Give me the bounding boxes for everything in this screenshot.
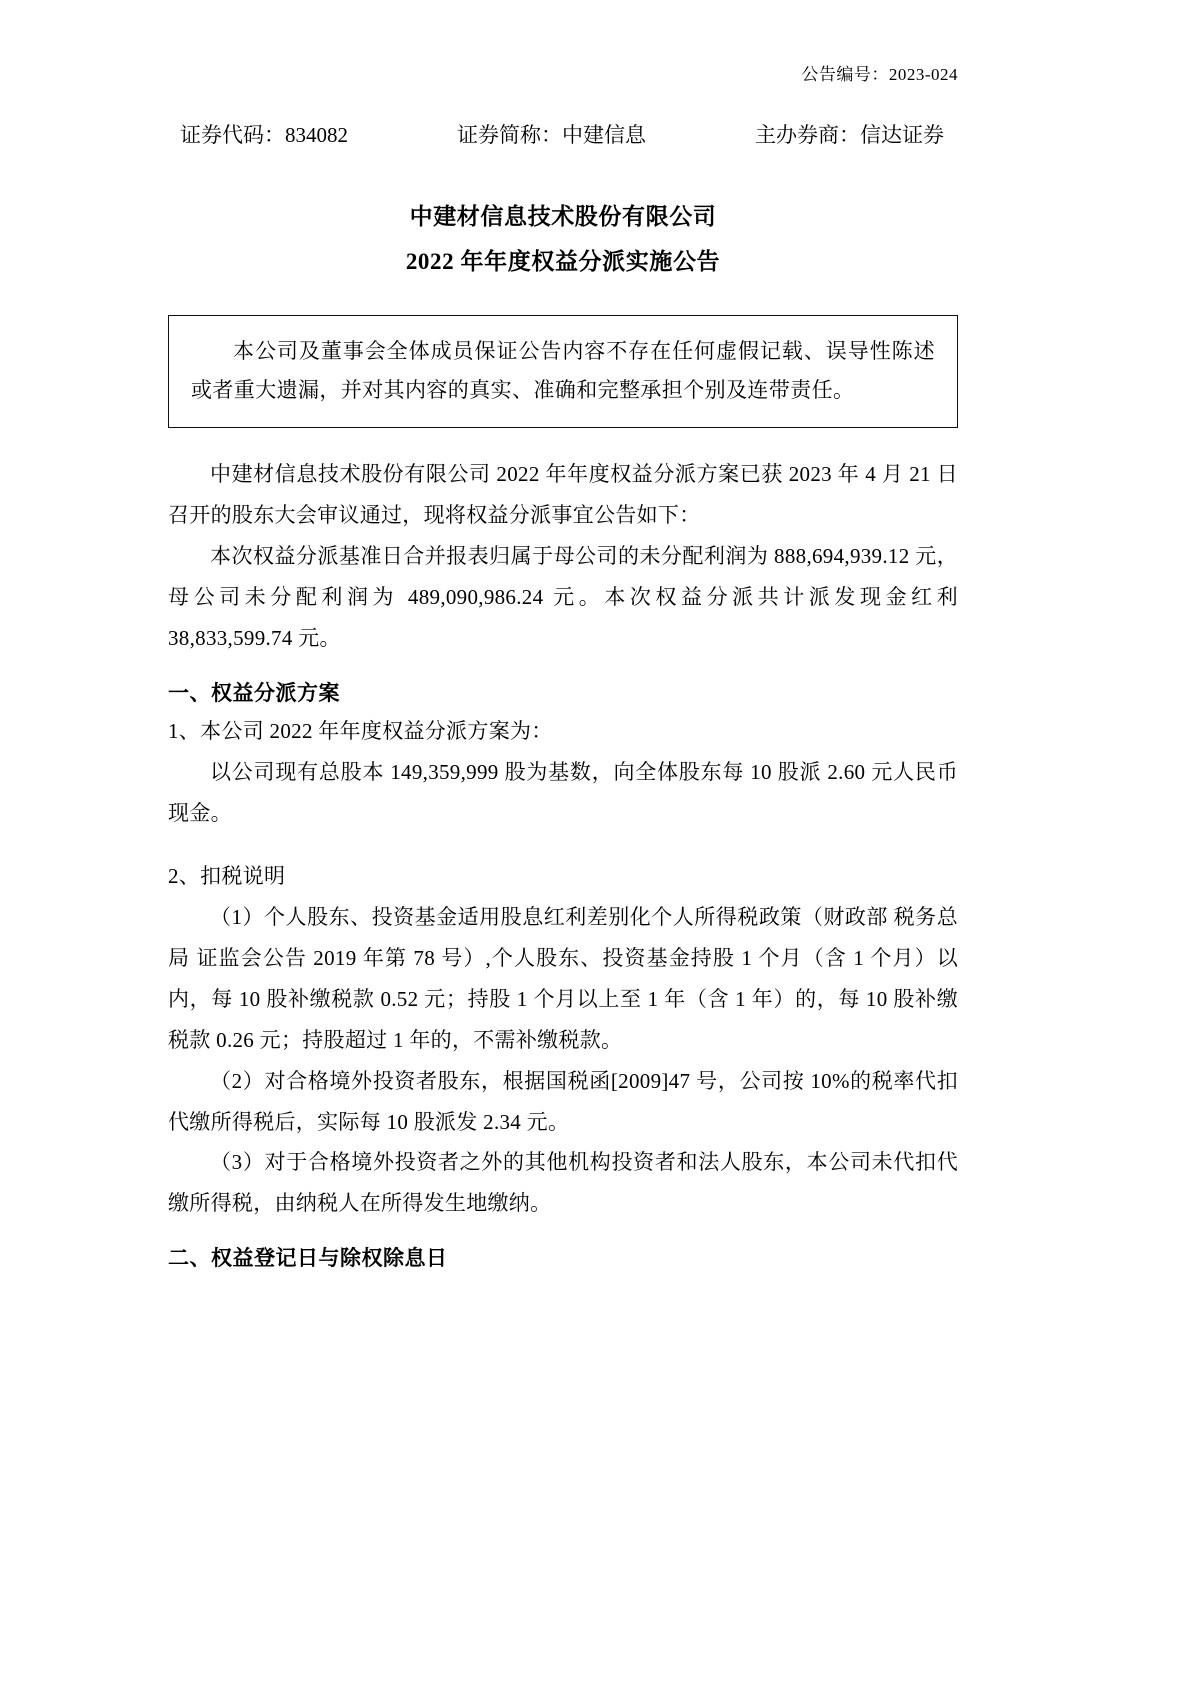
tax-note-2: （2）对合格境外投资者股东，根据国税函[2009]47 号，公司按 10%的税率代扣代缴所得税后，实际每 10 股派发 2.34 元。 [168, 1068, 958, 1134]
plan-item-1-detail: 以公司现有总股本 149,359,999 股为基数，向全体股东每 10 股派 2.60 元人民币现金。 [168, 760, 958, 825]
stock-code: 证券代码：834082 [180, 123, 348, 147]
stock-abbreviation: 证券简称：中建信息 [457, 123, 646, 147]
section-heading-1: 一、权益分派方案 [168, 681, 340, 706]
plan-item-2: 2、扣税说明 [168, 863, 286, 888]
announcement-title: 2022 年年度权益分派实施公告 [405, 248, 721, 274]
page-title [168, 195, 958, 285]
document-content [168, 60, 958, 1276]
spacer [168, 834, 958, 856]
plan-item-1: 1、本公司 2022 年年度权益分派方案为： [168, 719, 553, 744]
document-body [168, 454, 958, 1272]
intro-paragraph-2: 本次权益分派基准日合并报表归属于母公司的未分配利润为 888,694,939.12 元，母公司未分配利润为 489,090,986.24 元。本次权益分派共计派发现金红利 38,833,599.74 元。 [168, 544, 958, 651]
responsibility-statement-box [168, 315, 958, 429]
responsibility-statement-text: 本公司及董事会全体成员保证公告内容不存在任何虚假记载、误导性陈述或者重大遗漏，并对其内容的真实、准确和完整承担个别及连带责任。 [191, 338, 935, 402]
security-info-row [168, 119, 958, 149]
intro-paragraph-1: 中建材信息技术股份有限公司 2022 年年度权益分派方案已获 2023 年 4 月 21 日召开的股东大会审议通过，现将权益分派事宜公告如下： [168, 462, 958, 528]
tax-note-1: （1）个人股东、投资基金适用股息红利差别化个人所得税政策（财政部 税务总局 证监会公告 2019 年第 78 号）,个人股东、投资基金持股 1 个月（含 1 个月）以内，每 10 股补缴税款 0.52 元；持股 1 个月以上至 1 年（含 1 年）的，每 10 股补缴税款 0.26 元；持股超过 1 年的，不需补缴税款。 [168, 904, 958, 1052]
announcement-number: 公告编号：2023-024 [801, 65, 958, 84]
company-name-title: 中建材信息技术股份有限公司 [409, 204, 717, 229]
sponsor-broker: 主办券商：信达证券 [755, 123, 944, 147]
section-heading-2: 二、权益登记日与除权除息日 [168, 1246, 448, 1271]
tax-note-3: （3）对于合格境外投资者之外的其他机构投资者和法人股东，本公司未代扣代缴所得税，由纳税人在所得发生地缴纳。 [168, 1150, 958, 1216]
